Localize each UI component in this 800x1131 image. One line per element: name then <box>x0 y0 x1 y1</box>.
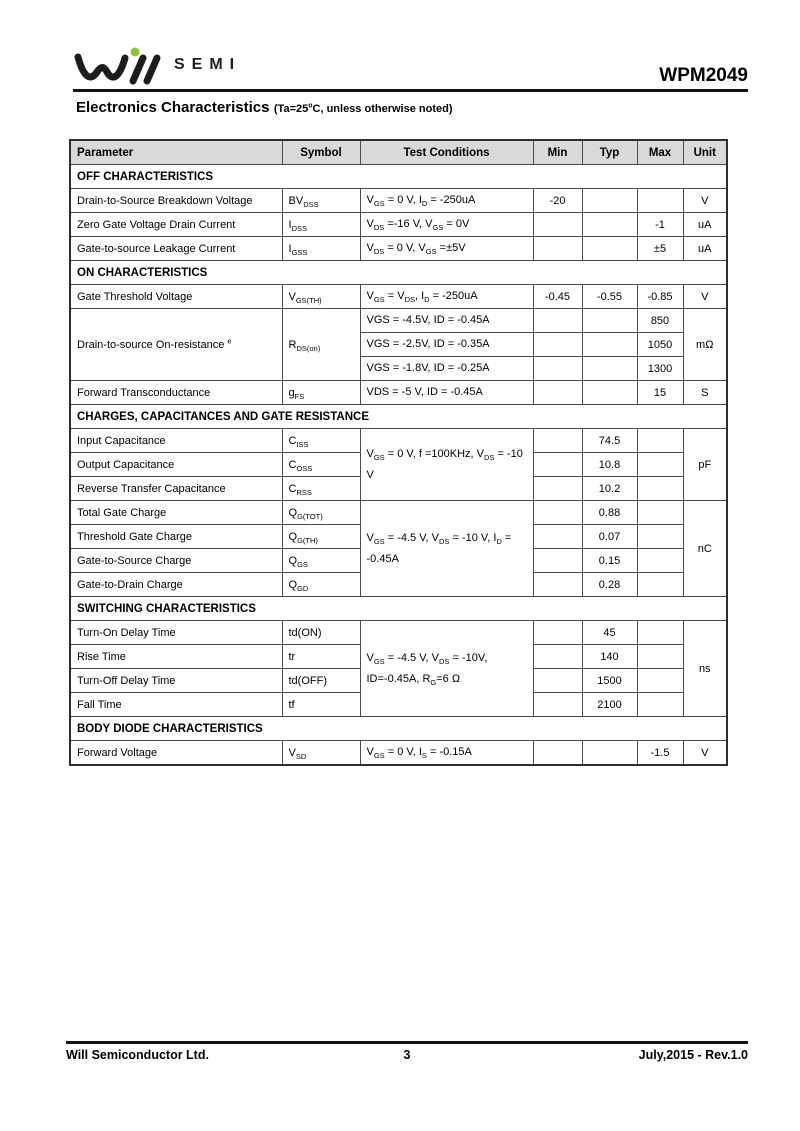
table-row <box>70 213 727 237</box>
conditions-cell: $V_{GS} = 0$ V, $I_D = -250uA$ <box>360 189 533 213</box>
unit-cell: V <box>683 741 727 766</box>
section-header: OFF CHARACTERISTICS <box>70 165 727 189</box>
conditions-cell: VGS = -4.5V, ID = -0.45A <box>360 309 533 333</box>
parameter-cell: Total Gate Charge <box>70 501 282 525</box>
symbol-cell: $BV_{DSS}$ <box>282 189 360 213</box>
table-row <box>70 189 727 213</box>
symbol-cell: $Q_{G(TH)}$ <box>282 525 360 549</box>
max-cell: ±5 <box>637 237 683 261</box>
min-cell <box>533 429 582 453</box>
parameter-cell: Threshold Gate Charge <box>70 525 282 549</box>
table-row <box>70 285 727 309</box>
symbol-cell: $I_{DSS}$ <box>282 213 360 237</box>
parameter-cell: Input Capacitance <box>70 429 282 453</box>
symbol-cell: tf <box>282 693 360 717</box>
max-cell <box>637 573 683 597</box>
max-cell <box>637 549 683 573</box>
symbol-cell: $Q_{GS}$ <box>282 549 360 573</box>
typ-cell: 0.88 <box>582 501 637 525</box>
table-row <box>70 309 727 333</box>
typ-cell <box>582 741 637 766</box>
typ-cell: 0.15 <box>582 549 637 573</box>
spec-table-body <box>70 165 727 766</box>
min-cell <box>533 309 582 333</box>
min-cell <box>533 381 582 405</box>
max-cell <box>637 453 683 477</box>
conditions-cell: $V_{DS} = 0$ V, $V_{GS} =\pm 5V$ <box>360 237 533 261</box>
unit-cell: V <box>683 189 727 213</box>
typ-cell: 74.5 <box>582 429 637 453</box>
conditions-cell: VGS = -1.8V, ID = -0.25A <box>360 357 533 381</box>
symbol-cell: $V_{SD}$ <box>282 741 360 766</box>
parameter-cell: Gate-to-Source Charge <box>70 549 282 573</box>
conditions-cell: $V_{DS} =-16$ V, $V_{GS} = 0V$ <box>360 213 533 237</box>
typ-cell: 2100 <box>582 693 637 717</box>
column-header-unit: Unit <box>683 140 727 165</box>
max-cell <box>637 645 683 669</box>
symbol-cell: $Q_{GD}$ <box>282 573 360 597</box>
characteristics-table-wrap <box>69 139 728 766</box>
min-cell <box>533 453 582 477</box>
logo-green-dot-icon <box>131 48 140 57</box>
parameter-cell: Gate Threshold Voltage <box>70 285 282 309</box>
will-logo <box>73 46 241 88</box>
min-cell <box>533 669 582 693</box>
parameter-cell: Forward Transconductance <box>70 381 282 405</box>
column-header-typ: Typ <box>582 140 637 165</box>
min-cell <box>533 621 582 645</box>
parameter-cell: Drain-to-source On-resistance $^e$ <box>70 309 282 381</box>
table-row <box>70 621 727 645</box>
unit-cell: uA <box>683 213 727 237</box>
parameter-cell: Turn-On Delay Time <box>70 621 282 645</box>
column-header-test-conditions: Test Conditions <box>360 140 533 165</box>
page-header <box>73 46 748 92</box>
min-cell <box>533 333 582 357</box>
parameter-cell: Output Capacitance <box>70 453 282 477</box>
max-cell <box>637 669 683 693</box>
min-cell <box>533 549 582 573</box>
table-header-row <box>70 140 727 165</box>
section-row <box>70 405 727 429</box>
logo-wave-icon <box>78 57 125 77</box>
max-cell <box>637 621 683 645</box>
unit-cell: pF <box>683 429 727 501</box>
section-header: CHARGES, CAPACITANCES AND GATE RESISTANCE <box>70 405 727 429</box>
spec-table <box>69 139 728 766</box>
max-cell <box>637 501 683 525</box>
symbol-cell: td(ON) <box>282 621 360 645</box>
logo-slash-icon <box>133 58 143 81</box>
section-title-row <box>76 99 736 117</box>
footer-page-number: 3 <box>403 1048 411 1062</box>
typ-cell <box>582 309 637 333</box>
min-cell <box>533 693 582 717</box>
parameter-cell: Turn-Off Delay Time <box>70 669 282 693</box>
typ-cell <box>582 381 637 405</box>
max-cell <box>637 477 683 501</box>
parameter-cell: Forward Voltage <box>70 741 282 766</box>
typ-cell: 0.28 <box>582 573 637 597</box>
symbol-cell: $R_{DS(on)}$ <box>282 309 360 381</box>
conditions-cell: $V_{GS} = 0$ V, $I_S = -0.15A$ <box>360 741 533 766</box>
max-cell: 15 <box>637 381 683 405</box>
unit-cell: mΩ <box>683 309 727 381</box>
section-header: ON CHARACTERISTICS <box>70 261 727 285</box>
parameter-cell: Reverse Transfer Capacitance <box>70 477 282 501</box>
part-number: WPM2049 <box>659 65 748 86</box>
symbol-cell: $V_{GS(TH)}$ <box>282 285 360 309</box>
section-row <box>70 597 727 621</box>
conditions-cell: $V_{GS} = 0$ V, f =100KHz, $V_{DS} = -10$ V <box>360 429 533 501</box>
symbol-cell: $C_{RSS}$ <box>282 477 360 501</box>
typ-cell <box>582 237 637 261</box>
max-cell: -1 <box>637 213 683 237</box>
max-cell: 1300 <box>637 357 683 381</box>
typ-cell: 140 <box>582 645 637 669</box>
conditions-cell: $V_{GS} = -4.5$ V, $V_{DS} = -10$ V, $I_D = -0.45A$ <box>360 501 533 597</box>
conditions-cell: VDS = -5 V, ID = -0.45A <box>360 381 533 405</box>
section-row <box>70 165 727 189</box>
footer-company: Will Semiconductor Ltd. <box>66 1048 209 1062</box>
logo-mark-icon <box>73 46 165 88</box>
min-cell <box>533 525 582 549</box>
symbol-cell: $C_{OSS}$ <box>282 453 360 477</box>
brand-text: SEMI <box>174 56 242 73</box>
max-cell: -1.5 <box>637 741 683 766</box>
max-cell <box>637 189 683 213</box>
table-row <box>70 381 727 405</box>
symbol-cell: $C_{ISS}$ <box>282 429 360 453</box>
unit-cell: V <box>683 285 727 309</box>
max-cell: 1050 <box>637 333 683 357</box>
typ-cell: 0.07 <box>582 525 637 549</box>
parameter-cell: Gate-to-source Leakage Current <box>70 237 282 261</box>
unit-cell: nC <box>683 501 727 597</box>
column-header-parameter: Parameter <box>70 140 282 165</box>
min-cell: -20 <box>533 189 582 213</box>
unit-cell: ns <box>683 621 727 717</box>
max-cell <box>637 429 683 453</box>
page-footer <box>66 1041 748 1062</box>
symbol-cell: $I_{GSS}$ <box>282 237 360 261</box>
section-header: BODY DIODE CHARACTERISTICS <box>70 717 727 741</box>
section-row <box>70 261 727 285</box>
typ-cell <box>582 189 637 213</box>
typ-cell <box>582 357 637 381</box>
section-header: SWITCHING CHARACTERISTICS <box>70 597 727 621</box>
typ-cell <box>582 213 637 237</box>
typ-cell: 45 <box>582 621 637 645</box>
min-cell <box>533 645 582 669</box>
table-row <box>70 237 727 261</box>
min-cell <box>533 741 582 766</box>
min-cell <box>533 501 582 525</box>
symbol-cell: tr <box>282 645 360 669</box>
conditions-cell: VGS = -2.5V, ID = -0.35A <box>360 333 533 357</box>
table-row <box>70 429 727 453</box>
max-cell: -0.85 <box>637 285 683 309</box>
typ-cell: 10.2 <box>582 477 637 501</box>
column-header-symbol: Symbol <box>282 140 360 165</box>
symbol-cell: td(OFF) <box>282 669 360 693</box>
min-cell <box>533 477 582 501</box>
min-cell <box>533 357 582 381</box>
page-title-note: ($Ta=25^oC$, unless otherwise noted) <box>273 102 453 115</box>
typ-cell: 10.8 <box>582 453 637 477</box>
parameter-cell: Drain-to-Source Breakdown Voltage <box>70 189 282 213</box>
parameter-cell: Gate-to-Drain Charge <box>70 573 282 597</box>
typ-cell: -0.55 <box>582 285 637 309</box>
min-cell <box>533 213 582 237</box>
page-title: Electronics Characteristics <box>76 99 270 116</box>
max-cell: 850 <box>637 309 683 333</box>
unit-cell: S <box>683 381 727 405</box>
symbol-cell: $Q_{G(TOT)}$ <box>282 501 360 525</box>
table-row <box>70 741 727 766</box>
conditions-cell: $V_{GS} = V_{DS}$, $I_D = -250uA$ <box>360 285 533 309</box>
column-header-max: Max <box>637 140 683 165</box>
min-cell: -0.45 <box>533 285 582 309</box>
parameter-cell: Zero Gate Voltage Drain Current <box>70 213 282 237</box>
typ-cell: 1500 <box>582 669 637 693</box>
typ-cell <box>582 333 637 357</box>
logo-slash-icon <box>147 58 157 81</box>
parameter-cell: Rise Time <box>70 645 282 669</box>
table-row <box>70 501 727 525</box>
max-cell <box>637 693 683 717</box>
min-cell <box>533 573 582 597</box>
footer-revision: July,2015 - Rev.1.0 <box>638 1048 748 1062</box>
min-cell <box>533 237 582 261</box>
max-cell <box>637 525 683 549</box>
parameter-cell: Fall Time <box>70 693 282 717</box>
symbol-cell: $g_{FS}$ <box>282 381 360 405</box>
conditions-cell: $V_{GS} = -4.5$ V, $V_{DS} = -10V$, ID=-0.45A, $R_G=6$ Ω <box>360 621 533 717</box>
unit-cell: uA <box>683 237 727 261</box>
column-header-min: Min <box>533 140 582 165</box>
section-row <box>70 717 727 741</box>
